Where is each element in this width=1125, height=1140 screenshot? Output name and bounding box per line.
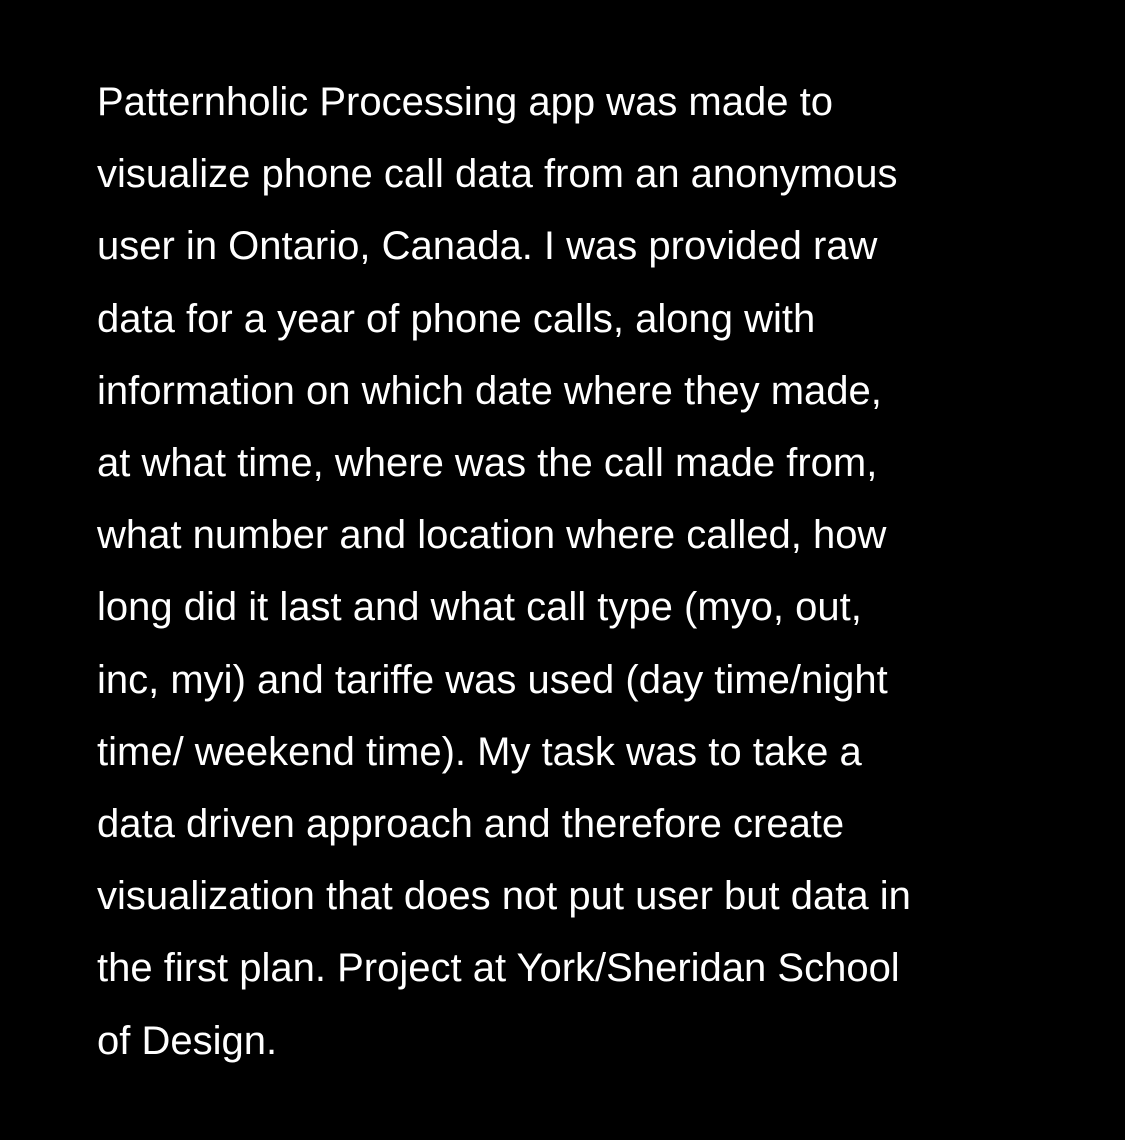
description-line: Patternholic Processing app was made to (97, 80, 833, 124)
description-line: what number and location where called, how (97, 513, 887, 558)
description-line: the first plan. Project at York/Sheridan School (97, 946, 900, 991)
description-line: visualize phone call data from an anonymous (97, 152, 898, 197)
project-description (97, 66, 1107, 1077)
description-line: data driven approach and therefore create (97, 802, 845, 847)
description-line: at what time, where was the call made from, (97, 441, 878, 486)
description-line: data for a year of phone calls, along with (97, 296, 816, 341)
description-line: information on which date where they made, (97, 368, 882, 413)
description-line: time/ weekend time). My task was to take a (97, 729, 862, 774)
description-line: user in Ontario, Canada. I was provided raw (97, 224, 878, 269)
description-line: visualization that does not put user but data in (97, 874, 911, 919)
description-line: long did it last and what call type (myo, out, (97, 585, 862, 630)
description-line: inc, myi) and tariffe was used (day time/night (97, 657, 888, 702)
description-line: of Design. (97, 1018, 278, 1063)
